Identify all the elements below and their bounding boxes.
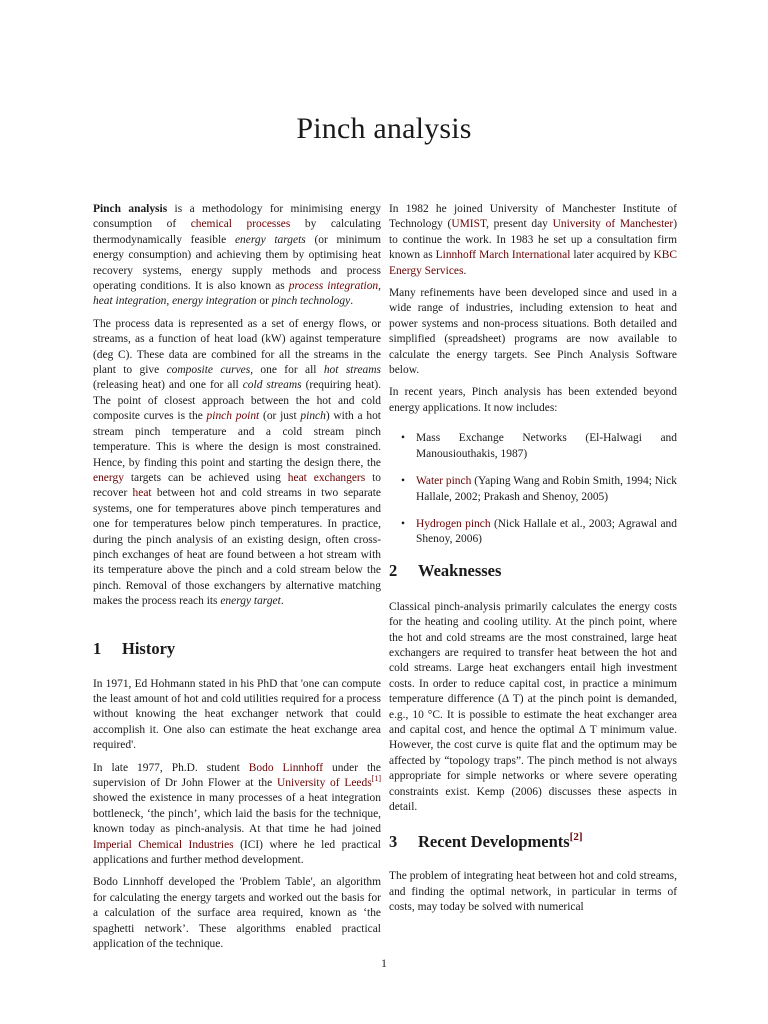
link-linnhoff-march[interactable]: Linnhoff March International xyxy=(435,249,571,262)
link-university-of-manchester[interactable]: University of Manchester xyxy=(552,218,674,231)
section-heading-history: 1 History xyxy=(93,638,176,658)
list-item: • Hydrogen pinch (Nick Hallale et al., 2003; Agrawal and Shenoy, 2006) xyxy=(401,517,677,546)
link-heat-exchangers[interactable]: heat exchangers xyxy=(287,471,366,484)
link-water-pinch[interactable]: Water pinch xyxy=(416,475,472,488)
list-item: • Water pinch (Yaping Wang and Robin Smith, 1994; Nick Hallale, 2002; Prakash and Shenoy, 2005) xyxy=(401,475,677,503)
section-heading-recent-developments: 3 Recent Developments[2] xyxy=(389,831,583,852)
link-process-integration[interactable]: process integration xyxy=(288,280,379,293)
link-pinch-point[interactable]: pinch point xyxy=(206,410,260,423)
link-university-of-leeds[interactable]: University of Leeds xyxy=(277,777,372,789)
link-bodo-linnhoff[interactable]: Bodo Linnhoff xyxy=(248,761,323,774)
history-paragraph-2: In late 1977, Ph.D. student Bodo Linnhoff under the supervision of Dr John Flower at the University of Leeds[1] showed the existence in many processes of a heat integration bottleneck, ‘the pinch’, which laid the basis for the technique, known today as pinch-analysis. At that time he had joined Imperial Chemical Industries (ICI) where he led practical applications and further method development. xyxy=(93,761,381,867)
left-column xyxy=(93,202,381,952)
link-heat[interactable]: heat xyxy=(132,487,152,500)
citation-1[interactable]: [1] xyxy=(371,774,381,783)
right-column xyxy=(389,202,677,923)
link-hydrogen-pinch[interactable]: Hydrogen pinch xyxy=(416,517,491,530)
recent-paragraph: The problem of integrating heat between hot and cold streams, and finding the optimal network, in particular in terms of costs, may today be solved with numerical xyxy=(389,870,677,914)
link-kbc-energy-services[interactable]: KBC Energy Services xyxy=(389,249,677,277)
link-imperial-chemical-industries[interactable]: Imperial Chemical Industries xyxy=(93,838,234,851)
history-paragraph-1: In 1971, Ed Hohmann stated in his PhD that 'one can compute the least amount of hot and cold utilities required for a process without knowing the heat exchanger network that could accomplish it. One also can estimate the heat exchange area required'. xyxy=(93,677,381,752)
link-energy[interactable]: energy xyxy=(93,471,124,484)
process-paragraph: The process data is represented as a set of energy flows, or streams, as a function of heat load (kW) against temperature (deg C). These data are combined for all the streams in the plant to give composite curves, one for all hot streams (releasing heat) and one for all cold streams (requiring heat). The point of closest approach between the hot and cold composite curves is the pinch point (or just pinch) with a hot stream pinch temperature and a cold stream pinch temperature. This is where the design is most constrained. Hence, by finding this point and starting the design there, the energy targets can be achieved using heat exchangers to recover heat between hot and cold streams in two separate systems, one for temperatures above pinch temperatures and one for temperatures below pinch temperatures. In practice, during the pinch analysis of an existing design, often cross-pinch exchanges of heat are found between a hot stream with its temperature above the pinch and a cold stream below the pinch. Removal of those exchangers by alternative matching makes the process reach its energy target. xyxy=(93,317,382,608)
link-umist[interactable]: UMIST xyxy=(451,218,487,231)
applications-list xyxy=(389,431,677,547)
intro-paragraph: Pinch analysis is a methodology for minimising energy consumption of chemical processes by calculating thermodynamically feasible energy targets (or minimum energy consumption) and achieving them by optimising heat recovery systems, energy supply methods and process operating conditions. It is also known as process integration, heat integration, energy integration or pinch technology. xyxy=(93,203,381,308)
section-heading-weaknesses: 2 Weaknesses xyxy=(389,560,502,580)
list-item: • Mass Exchange Networks (El-Halwagi and Manousiouthakis, 1987) xyxy=(401,432,677,460)
page-number: 1 xyxy=(381,958,387,970)
term-pinch-analysis: Pinch analysis xyxy=(93,203,168,215)
link-chemical-processes[interactable]: chemical processes xyxy=(190,218,291,231)
weaknesses-paragraph: Classical pinch-analysis primarily calculates the energy costs for the heating and cooling utility. At the pinch point, where the hot and cold streams are the most constrained, large heat exchangers are required to transfer heat between the hot and cold streams. Large heat exchangers entail high investment costs. In order to reduce capital cost, in practice a minimum temperature difference (Δ T) at the pinch point is demanded, e.g., 10 °C. It is possible to estimate the heat exchanger area and capital cost, and hence the optimal Δ T minimum value. However, the cost curve is quite flat and the optimum may be affected by “topology traps”. The pinch method is not always appropriate for simple networks or where severe operating constraints exist. Kemp (2006) discusses these aspects in detail. xyxy=(389,600,677,813)
page-title: Pinch analysis xyxy=(296,112,472,145)
history-paragraph-6: In recent years, Pinch analysis has been extended beyond energy applications. It now includes: xyxy=(389,386,677,414)
citation-2[interactable]: [2] xyxy=(569,831,583,844)
history-paragraph-4: In 1982 he joined University of Manchester Institute of Technology (UMIST, present day University of Manchester) to continue the work. In 1983 he set up a consultation firm known as Linnhoff March International later acquired by KBC Energy Services. xyxy=(389,203,677,277)
history-paragraph-3: Bodo Linnhoff developed the 'Problem Table', an algorithm for calculating the energy targets and worked out the basis for a calculation of the surface area required, known as ‘the spaghetti network’. These algorithms enabled practical application of the technique. xyxy=(93,876,381,951)
history-paragraph-5: Many refinements have been developed since and used in a wide range of industries, including extension to heat and power systems and non-process situations. Both detailed and simplified (spreadsheet) programs are now available to calculate the energy targets. See Pinch Analysis Software below. xyxy=(389,287,677,377)
